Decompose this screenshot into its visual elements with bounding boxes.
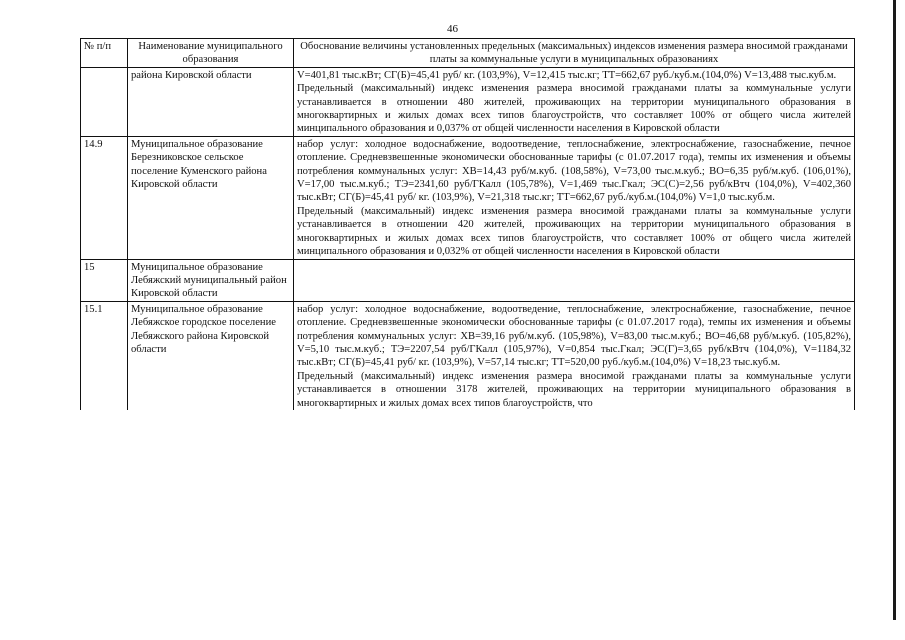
- index-paragraph: Предельный (максимальный) индекс изменения размера вносимой гражданами платы за коммунальные услуги устанавливается в отношении 420 жителей, проживающих на территории муниципального образования в многоквартирных и жилых домах всех типов благоустройств, что составляет 100% от общего числа жителей минципального образования и 0,032% от общей численности населения в Кировской области: [297, 205, 851, 258]
- header-municipality: Наименование муниципального образования: [128, 39, 294, 68]
- table-row: [81, 301, 855, 410]
- row-justification: [294, 301, 855, 410]
- table-row: [81, 259, 855, 301]
- row-justification: [294, 259, 855, 301]
- header-justification: Обоснование величины установленных предельных (максимальных) индексов изменения размера вносимой гражданами платы за коммунальные услуги в муниципальных образованиях: [294, 39, 855, 68]
- row-number: [81, 67, 128, 136]
- index-paragraph: Предельный (максимальный) индекс изменения размера вносимой гражданами платы за коммунальные услуги устанавливается в отношении 480 жителей, проживающих на территории муниципального образования в многоквартирных и жилых домах всех типов благоустройств, что составляет 100% от общего числа жителей минципального образования и 0,037% от общей численности населения в Кировской области: [297, 83, 851, 135]
- scan-edge-bar: [893, 0, 896, 620]
- tariff-paragraph: набор услуг: холодное водоснабжение, водоотведение, теплоснабжение, электроснабжение, газоснабжение, печное отопление. Средневзвешенные экономически обоснованные тарифы (с 01.07.2017 года), темпы их изменения и объемы потребления коммунальных услуг: ХВ=14,43 руб/м.куб. (108,58%), V=73,00 тыс.м.куб.; ВО=6,35 руб/м.куб. (106,01%), V=17,00 тыс.м.куб.; ТЭ=2341,60 руб/ГКалл (105,78%), V=1,469 тыс.Гкал; ЭС(С)=2,56 руб/кВтч (104,0%), V=402,360 тыс.кВт; СГ(Б)=45,41 руб/ кг. (103,9%), V=21,318 тыс.кг; ТТ=662,67 руб./куб.м.(104,0%) V=1,0 тыс.куб.м.: [297, 138, 851, 204]
- table-row: [81, 136, 855, 259]
- tariff-paragraph: набор услуг: холодное водоснабжение, водоотведение, теплоснабжение, электроснабжение, газоснабжение, печное отопление. Средневзвешенные экономически обоснованные тарифы (с 01.07.2017 года), темпы их изменения и объемы потребления коммунальных услуг: ХВ=39,16 руб/м.куб. (105,98%), V=83,00 тыс.м.куб.; ВО=46,68 руб/м.куб. (105,82%), V=5,10 тыс.м.куб.; ТЭ=2207,54 руб/ГКалл (105,97%), V=0,854 тыс.Гкал; ЭС(Г)=3,65 руб/кВтч (104,0%), V=1184,32 тыс.кВт; СГ(Б)=45,41 руб/ кг. (103,9%), V=57,14 тыс.кг; ТТ=520,00 руб./куб.м.(104,0%) V=18,23 тыс.куб.м.: [297, 303, 851, 369]
- page-number: 46: [447, 23, 458, 35]
- row-municipality: Муниципальное образование Лебяжский муниципальный район Кировской области: [128, 259, 294, 301]
- row-municipality: Муниципальное образование Лебяжское городское поселение Лебяжского района Кировской области: [128, 301, 294, 410]
- row-number: 15: [81, 259, 128, 301]
- row-number: 14.9: [81, 136, 128, 259]
- row-number: 15.1: [81, 301, 128, 410]
- row-municipality: Муниципальное образование Березниковское сельское поселение Куменского района Кировской области: [128, 136, 294, 259]
- row-justification: [294, 136, 855, 259]
- header-number: № п/п: [81, 39, 128, 68]
- row-justification: [294, 67, 855, 136]
- table-header-row: [81, 39, 855, 68]
- table-row: [81, 67, 855, 136]
- index-paragraph: Предельный (максимальный) индекс изменения размера вносимой гражданами платы за коммунальные услуги устанавливается в отношении 3178 жителей, проживающих на территории муниципального образования в многоквартирных и жилых домах всех типов благоустройств, что: [297, 370, 851, 409]
- row-municipality: района Кировской области: [128, 67, 294, 136]
- tariff-table: [80, 38, 855, 410]
- tariff-paragraph: V=401,81 тыс.кВт; СГ(Б)=45,41 руб/ кг. (103,9%), V=12,415 тыс.кг; ТТ=662,67 руб./куб.м.(104,0%) V=13,488 тыс.куб.м.: [297, 69, 837, 81]
